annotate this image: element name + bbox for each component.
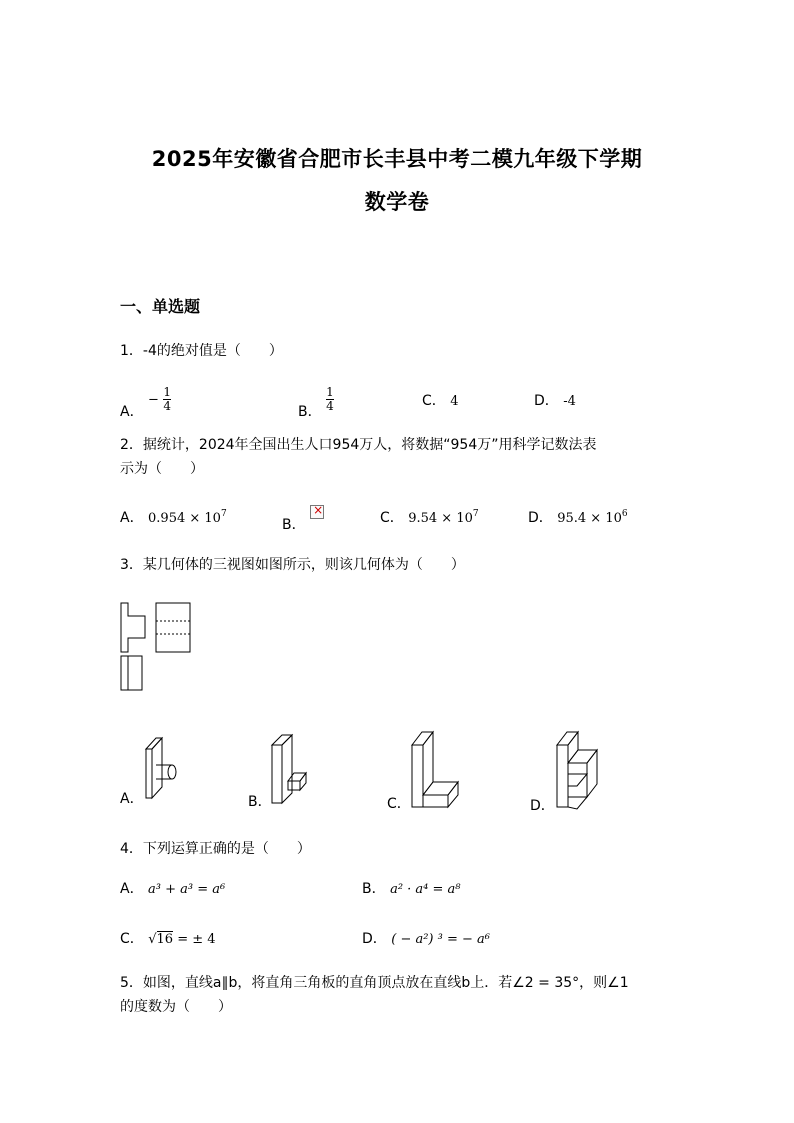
option-value: -4: [563, 394, 576, 409]
option-label: D．: [528, 510, 553, 526]
option-label: B．: [362, 881, 386, 897]
sci-exponent: 6: [621, 509, 628, 519]
numerator: 1: [326, 385, 334, 399]
option-label: C．: [380, 510, 404, 526]
sci-exponent: 7: [472, 509, 479, 519]
q4-option-b: [362, 878, 461, 898]
option-label: A．: [120, 881, 144, 897]
q3-option-b-figure: [272, 735, 306, 803]
numerator: 1: [163, 385, 172, 399]
question-4-stem: 4．下列运算正确的是（ ）: [120, 841, 311, 857]
option-label: B．: [282, 517, 306, 533]
paper-title-line1: 2025年安徽省合肥市长丰县中考二模九年级下学期: [151, 147, 643, 171]
minus-sign: −: [148, 392, 159, 408]
option-label: B．: [298, 403, 322, 420]
option-label: D．: [534, 393, 559, 409]
front-view: [121, 603, 145, 652]
denominator: 4: [163, 399, 172, 413]
option-expression: = ± 4: [173, 932, 216, 947]
option-expression: ( − a²) ³ = − a⁶: [391, 932, 490, 947]
option-label: D．: [362, 931, 387, 947]
q3-option-c: C．: [387, 796, 411, 812]
section-heading: 一、单选题: [120, 297, 201, 316]
option-label: C．: [120, 931, 144, 947]
question-5-stem-line2: 的度数为（ ）: [120, 999, 232, 1015]
question-2-stem-line1: 2．据统计，2024年全国出生人口954万人，将数据“954万”用科学记数法表: [120, 437, 597, 453]
question-3-stem: 3．某几何体的三视图如图所示，则该几何体为（ ）: [120, 557, 465, 573]
option-label: C．: [422, 393, 446, 409]
sci-base: 9.54 × 10: [408, 511, 473, 526]
option-label: A．: [120, 403, 144, 420]
question-2-stem-line2: 示为（ ）: [120, 461, 204, 477]
option-value: 4: [450, 394, 459, 409]
q3-option-a-figure: [146, 738, 176, 798]
question-5-stem-line1: 5．如图，直线a∥b，将直角三角板的直角顶点放在直线b上．若∠2 = 35°，则∠1: [120, 975, 629, 991]
q4-option-c: [120, 928, 216, 948]
option-expression: a² · a⁴ = a⁸: [390, 882, 461, 897]
q3-option-c-figure: [412, 732, 458, 807]
sci-exponent: 7: [220, 509, 227, 519]
option-label: A．: [120, 510, 144, 526]
sci-base: 0.954 × 10: [148, 511, 221, 526]
radicand: 16: [156, 932, 174, 947]
sci-base: 95.4 × 10: [557, 511, 622, 526]
denominator: 4: [326, 399, 334, 413]
q4-option-a: [120, 878, 225, 898]
q3-option-a: A．: [120, 791, 144, 807]
q3-option-b: B．: [248, 794, 272, 810]
q3-option-d: D．: [530, 798, 555, 814]
sqrt-sign: √: [148, 932, 157, 947]
q3-option-d-figure: [557, 732, 597, 809]
side-view: [156, 603, 190, 652]
option-expression: a³ + a³ = a⁶: [148, 882, 226, 897]
question-1-stem: 1．-4的绝对值是（ ）: [120, 343, 283, 359]
paper-title-line2: 数学卷: [364, 190, 430, 214]
top-view: [121, 656, 142, 690]
q4-option-d: [362, 928, 490, 948]
